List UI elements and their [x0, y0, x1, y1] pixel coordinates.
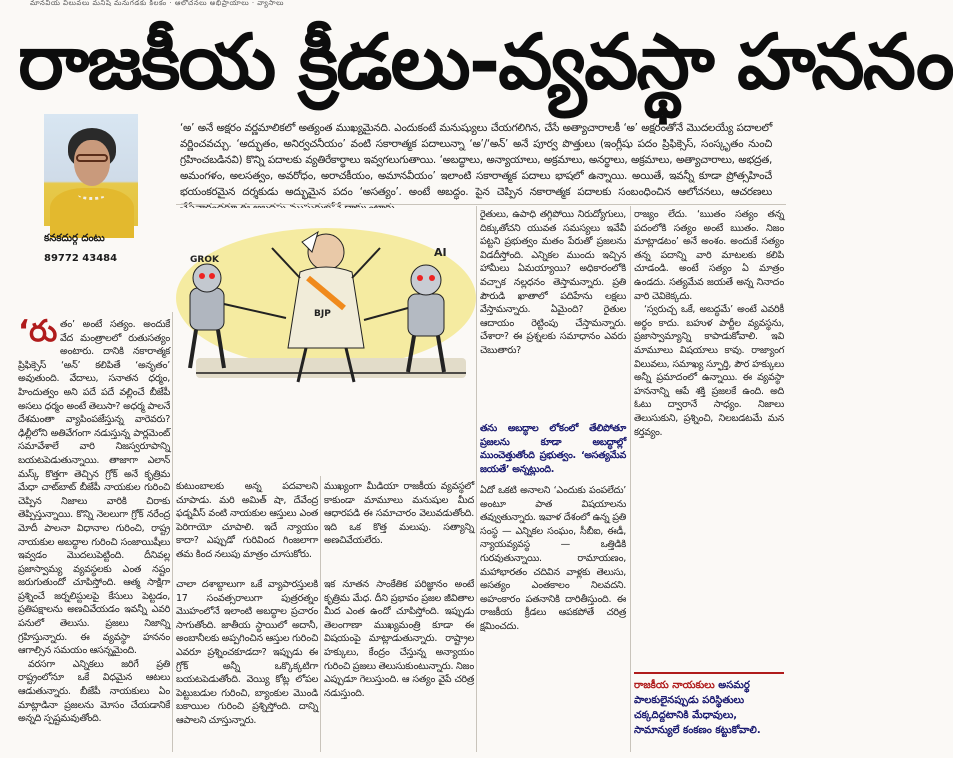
cartoon-illustration: [176, 208, 474, 474]
col3-para-1: ముఖ్యంగా మీడియా రాజకీయ వ్యవస్థలో కాకుండా మామూలు మనుషుల మీద ఆధారపడి ఈ సమాచారం వెలువడుతోంది. ఇది ఒక కొత్త మలుపు. సత్యాన్ని అణచివేయలేరు.: [324, 481, 474, 547]
highlight-lead: రాజకీయ నాయకులు: [634, 680, 715, 691]
column-2-top: [176, 480, 318, 570]
col2-para-1: కుటుంబాలకు అన్న పదవాలని చూపాడు. మరి అమిత్ షా, దేవేంద్ర ఫడ్నవీస్ వంటి నాయకుల ఆస్తులు ఎంత పెరిగాయో చూపాలి. ఇదే న్యాయం కాదా? ఎప్పుడో గురివింద గింజలాగా తమ కింద నలుపు మాత్రం చూసుకోరు.: [176, 481, 318, 560]
col1-para-2: వరసగా ఎన్నికలు జరిగే ప్రతి రాష్ట్రంలోనూ ఒకే విధమైన ఆటలు ఆడుతున్నారు. బీజేపీ నాయకులు ఏం మాట్లాడినా ప్రజలను మోసం చేయడానికే అన్నది స్పష్టమవుతోంది.: [18, 658, 170, 725]
column-1: [18, 314, 170, 750]
col3b-para-1: ఇక నూతన సాంకేతిక పరిజ్ఞానం అంటే కృత్రిమ మేధ. దీని ప్రభావం ప్రజల జీవితాల మీద ఎంత ఉందో చూపిస్తోంది. ఇప్పుడు తెలంగాణా ముఖ్యమంత్రి కూడా ఈ విషయంపై మాట్లాడుతున్నారు. రాష్ట్రాల హక్కులు, కేంద్రం చేస్తున్న అన్యాయం గురించి ప్రజలు తెలుసుకుంటున్నారు. నిజం ఎప్పుడూ గెలుస్తుంది. ఆ సత్యం వైపే చరిత్ర నడుస్తుంది.: [324, 579, 474, 699]
col5-para-2: ‘స్వరుచ్చ ఒకే, అబద్ధమే’ అంటే ఎవరికీ అర్థం కాదు. బహుళ పార్టీల వ్యవస్థను, ప్రజాస్వామ్యాన్ని కాపాడుకోవాలి. ఇవి మామూలు విషయాలు కావు. రాజ్యాంగ విలువలు, సమాఖ్య స్ఫూర్తి, పౌర హక్కులు అన్నీ ప్రమాదంలో ఉన్నాయి. ఈ వ్యవస్థా హననాన్ని ఆపే శక్తి ప్రజలకే ఉంది. అది ఓటు ద్వారానే సాధ్యం. నిజాలు తెలుసుకుని, ప్రశ్నించి, నిలబడటమే మన కర్తవ్యం.: [634, 304, 784, 438]
highlight-box: [634, 672, 784, 746]
pull-quote-text: తను అబద్ధాల లోకంలో తేలిపోతూ ప్రజలను కూడా అబద్ధాల్లో ముంచెత్తుతోంది ప్రభుత్వం. ‘అసత్యమేవ జయతే’ అన్నట్లుంది.: [480, 423, 626, 475]
top-strip-text: మానవీయ విలువలు మనిషి మనుగడకు కీలకం · ఆలోచనలు అభిప్రాయాలు · వ్యాసాలు: [30, 0, 284, 7]
ai-label: AI: [434, 246, 447, 259]
headline: రాజకీయ క్రీడలు-వ్యవస్థా హననం: [18, 17, 953, 106]
column-3-top: [324, 480, 474, 570]
highlight-body: అసమర్థ పాలకులైనప్పుడు పరిస్థితులు చక్కదిద్దటానికి మేధావులు, సామాన్యులే కంకణం కట్టుకోవాలి.: [634, 680, 761, 736]
col4b-para-1: ఏదో ఒకటి అనాలని ‘ఎందుకు పంపలేదు’ అంటూ పాత విషయాలను తవ్వుతున్నారు. ఇవాళ దేశంలో ఉన్న ప్రతి సంస్థ — ఎన్నికల సంఘం, సీబీఐ, ఈడీ, న్యాయవ్యవస్థ — ఒత్తిడికి గురవుతున్నాయి. రామాయణం, మహాభారతం చదివిన వాళ్లకు తెలుసు, అసత్యం ఎంతకాలం నిలవదని. అహంకారం పతనానికి దారితీస్తుంది. ఈ రాజకీయ క్రీడలు ఆపకపోతే చరిత్ర క్షమించదు.: [480, 485, 626, 632]
pull-quote: [480, 422, 626, 478]
col5-para-1: రాజ్యం లేదు. ‘ఋతం సత్యం తన్న పదంలోకి సత్యం అంటే ఋతం. నిజం మాట్లాడటం’ అనే అంశం. అందుకే సత్యం తన్న పదాన్ని వారి మాటలకు కలిపి చూడండి. అంటే సత్యం ఏ మాత్రం ఉండదు. సత్యమేవ జయతే అన్న నినాదం వారి చెవికెక్కదు.: [634, 209, 784, 302]
top-strip: [0, 0, 800, 9]
bjp-label: BJP: [314, 309, 331, 319]
drop-cap: ‘రు: [18, 314, 57, 349]
author-photo: [44, 114, 138, 226]
column-3-bottom: [324, 578, 474, 748]
col4-para-1: రైతులు, ఉపాధి తగ్గిపోయి నిరుద్యోగులు, దిక్కుతోచని యువత సమస్యలు ఇవేవీ పట్టని ప్రభుత్వం మతం పేరుతో ప్రజలను విడదీస్తోంది. ఎన్నికల ముందు ఇచ్చిన హామీలు ఏమయ్యాయి? అధికారంలోకి వచ్చాక నల్లధనం తెస్తామన్నారు. ప్రతి పౌరుడి ఖాతాలో పదిహేను లక్షలు వేస్తామన్నారు. ఏమైంది? రైతుల ఆదాయం రెట్టింపు చేస్తామన్నారు. చేశారా? ఈ ప్రశ్నలకు సమాధానం ఎవరు చెబుతారు?: [480, 209, 626, 356]
column-2-bottom: [176, 578, 318, 748]
col2b-para-1: చాలా దశాబ్దాలుగా ఒకే వ్యాపారస్తులకి 17 సంవత్సరాలుగా పుత్రరత్నం మొహంలోనే ఇలాంటి అబద్ధాల ప్రచారం సాగుతోంది. జాతీయ స్థాయిలో అదానీ, అంబానీలకు అప్పగించిన ఆస్తుల గురించి ఎవరూ ప్రశ్నించకూడదా? ఇప్పుడు ఈ గ్రోక్ అన్నీ ఒక్కొక్కటిగా బయటపెడుతోంది. వెయ్యి కోట్ల లోపల పెట్టుబడుల గురించి, బ్యాంకుల మొండి బకాయిల గురించి ప్రశ్నిస్తోంది. దాన్ని ఆపాలని చూస్తున్నారు.: [176, 579, 318, 726]
column-5: [634, 208, 784, 663]
byline: [44, 232, 138, 266]
column-4-top: [480, 208, 626, 398]
col1-para-1: తం’ అంటే సత్యం. అందుకే వేద మంత్రాలలో రుతుసత్యం అంటారు. దానికి నకారాత్మక ప్రిఫిక్సెస్ ‘అన్’ కలిపితే ‘అనృతం’ అవుతుంది. వేదాలు, సనాతన ధర్మం, హిందుత్వం అని పదే పదే వల్లించే బీజేపీ అసలు ధర్మం అంటే తెలుసా? అధర్మ పాలనే దేశమంతా వ్యాపింపజేస్తున్న వారెవరు? ఢిల్లీలోని అతివేగంగా నడుస్తున్న పార్లమెంట్ సమావేశాలే వారి నిజస్వరూపాన్ని బయటపెడుతున్నాయి. తాజాగా ఎలాన్ మస్క్ కొత్తగా తెచ్చిన గ్రోక్ అనే కృత్రిమ మేధా చాట్‌బాట్ బీజేపీ నాయకుల గురించి చెప్పిన నిజాలు వారికి చిరాకు తెప్పిస్తున్నాయి. కొన్ని నెలలుగా గ్రోక్ నరేంద్ర మోదీ పాలనా విధానాల గురించి, రాష్ట్ర నాయకుల అబద్ధాల గురించి సంజాయిషీలు ఇవ్వడం మొదలుపెట్టింది. దీనివల్ల ప్రజాస్వామ్య వ్యవస్థలకు ఎంత నష్టం జరుగుతుందో చూపిస్తోంది. ఆత్మ సాక్షిగా ప్రశ్నించే జర్నలిస్టులపై కేసులు పెట్టడం, ప్రతిపక్షాలను అణచివేయడం ఇవన్నీ ఎవరి పనులో తెలుసు. ప్రజలు నిజాన్ని గ్రహిస్తున్నారు. ఈ వ్యవస్థా హననం ఆగాల్సిన సమయం ఆసన్నమైంది.: [18, 319, 170, 657]
intro-paragraph: ‘అ’ అనే అక్షరం వర్ణమాలికలో అత్యంత ముఖ్యమైనది. ఎందుకంటే మనుష్యులు చేయగలిగిన, చేసే అత్యాచారాలకీ ‘అ’ అక్షరంతోనే మొదలయ్యే పదాలలో వర్ణించవచ్చు. ‘అద్భుతం, అనిర్వచనీయం’ వంటి సకారాత్మక పదాలున్నా ‘అ’/‘అన్’ అనే పూర్వ పొత్తులు (ఇంగ్లీషు పదం ప్రిఫిక్సెస్, సంస్కృతం నుంచి గ్రహించబడినవి) కొన్ని పదాలకు వ్యతిరేకార్థాలు ఇవ్వగలుగుతాయి. ‘అబద్ధాలు, అన్యాయాలు, అక్రమాలు, అనర్థాలు, అక్రమాలు, అత్యాచారాలు, అభద్రత, అమంగళం, అలసత్వం, అవరోధం, అరాచకీయం, అమానవీయం’ ఇలాంటి సకారాత్మక పదాలు భాషలో ఉన్నాయి. అయితే, ఇవన్నీ కూడా ప్రోత్సహించే భయంకరమైన దర్శకుడు అద్భుమైన పదం ‘అసత్యం’. అంటే అబద్ధం. పైన చెప్పిన నకారాత్మక పదాలకు సంబంధించిన ఆలోచనలు, ఆచరణలు: [180, 122, 772, 198]
grok-label: GROK: [190, 255, 219, 265]
author-name: కనకదుర్గ దంటు: [44, 233, 105, 244]
column-4-bottom: [480, 484, 626, 746]
author-phone: 89772 43484: [44, 253, 118, 264]
